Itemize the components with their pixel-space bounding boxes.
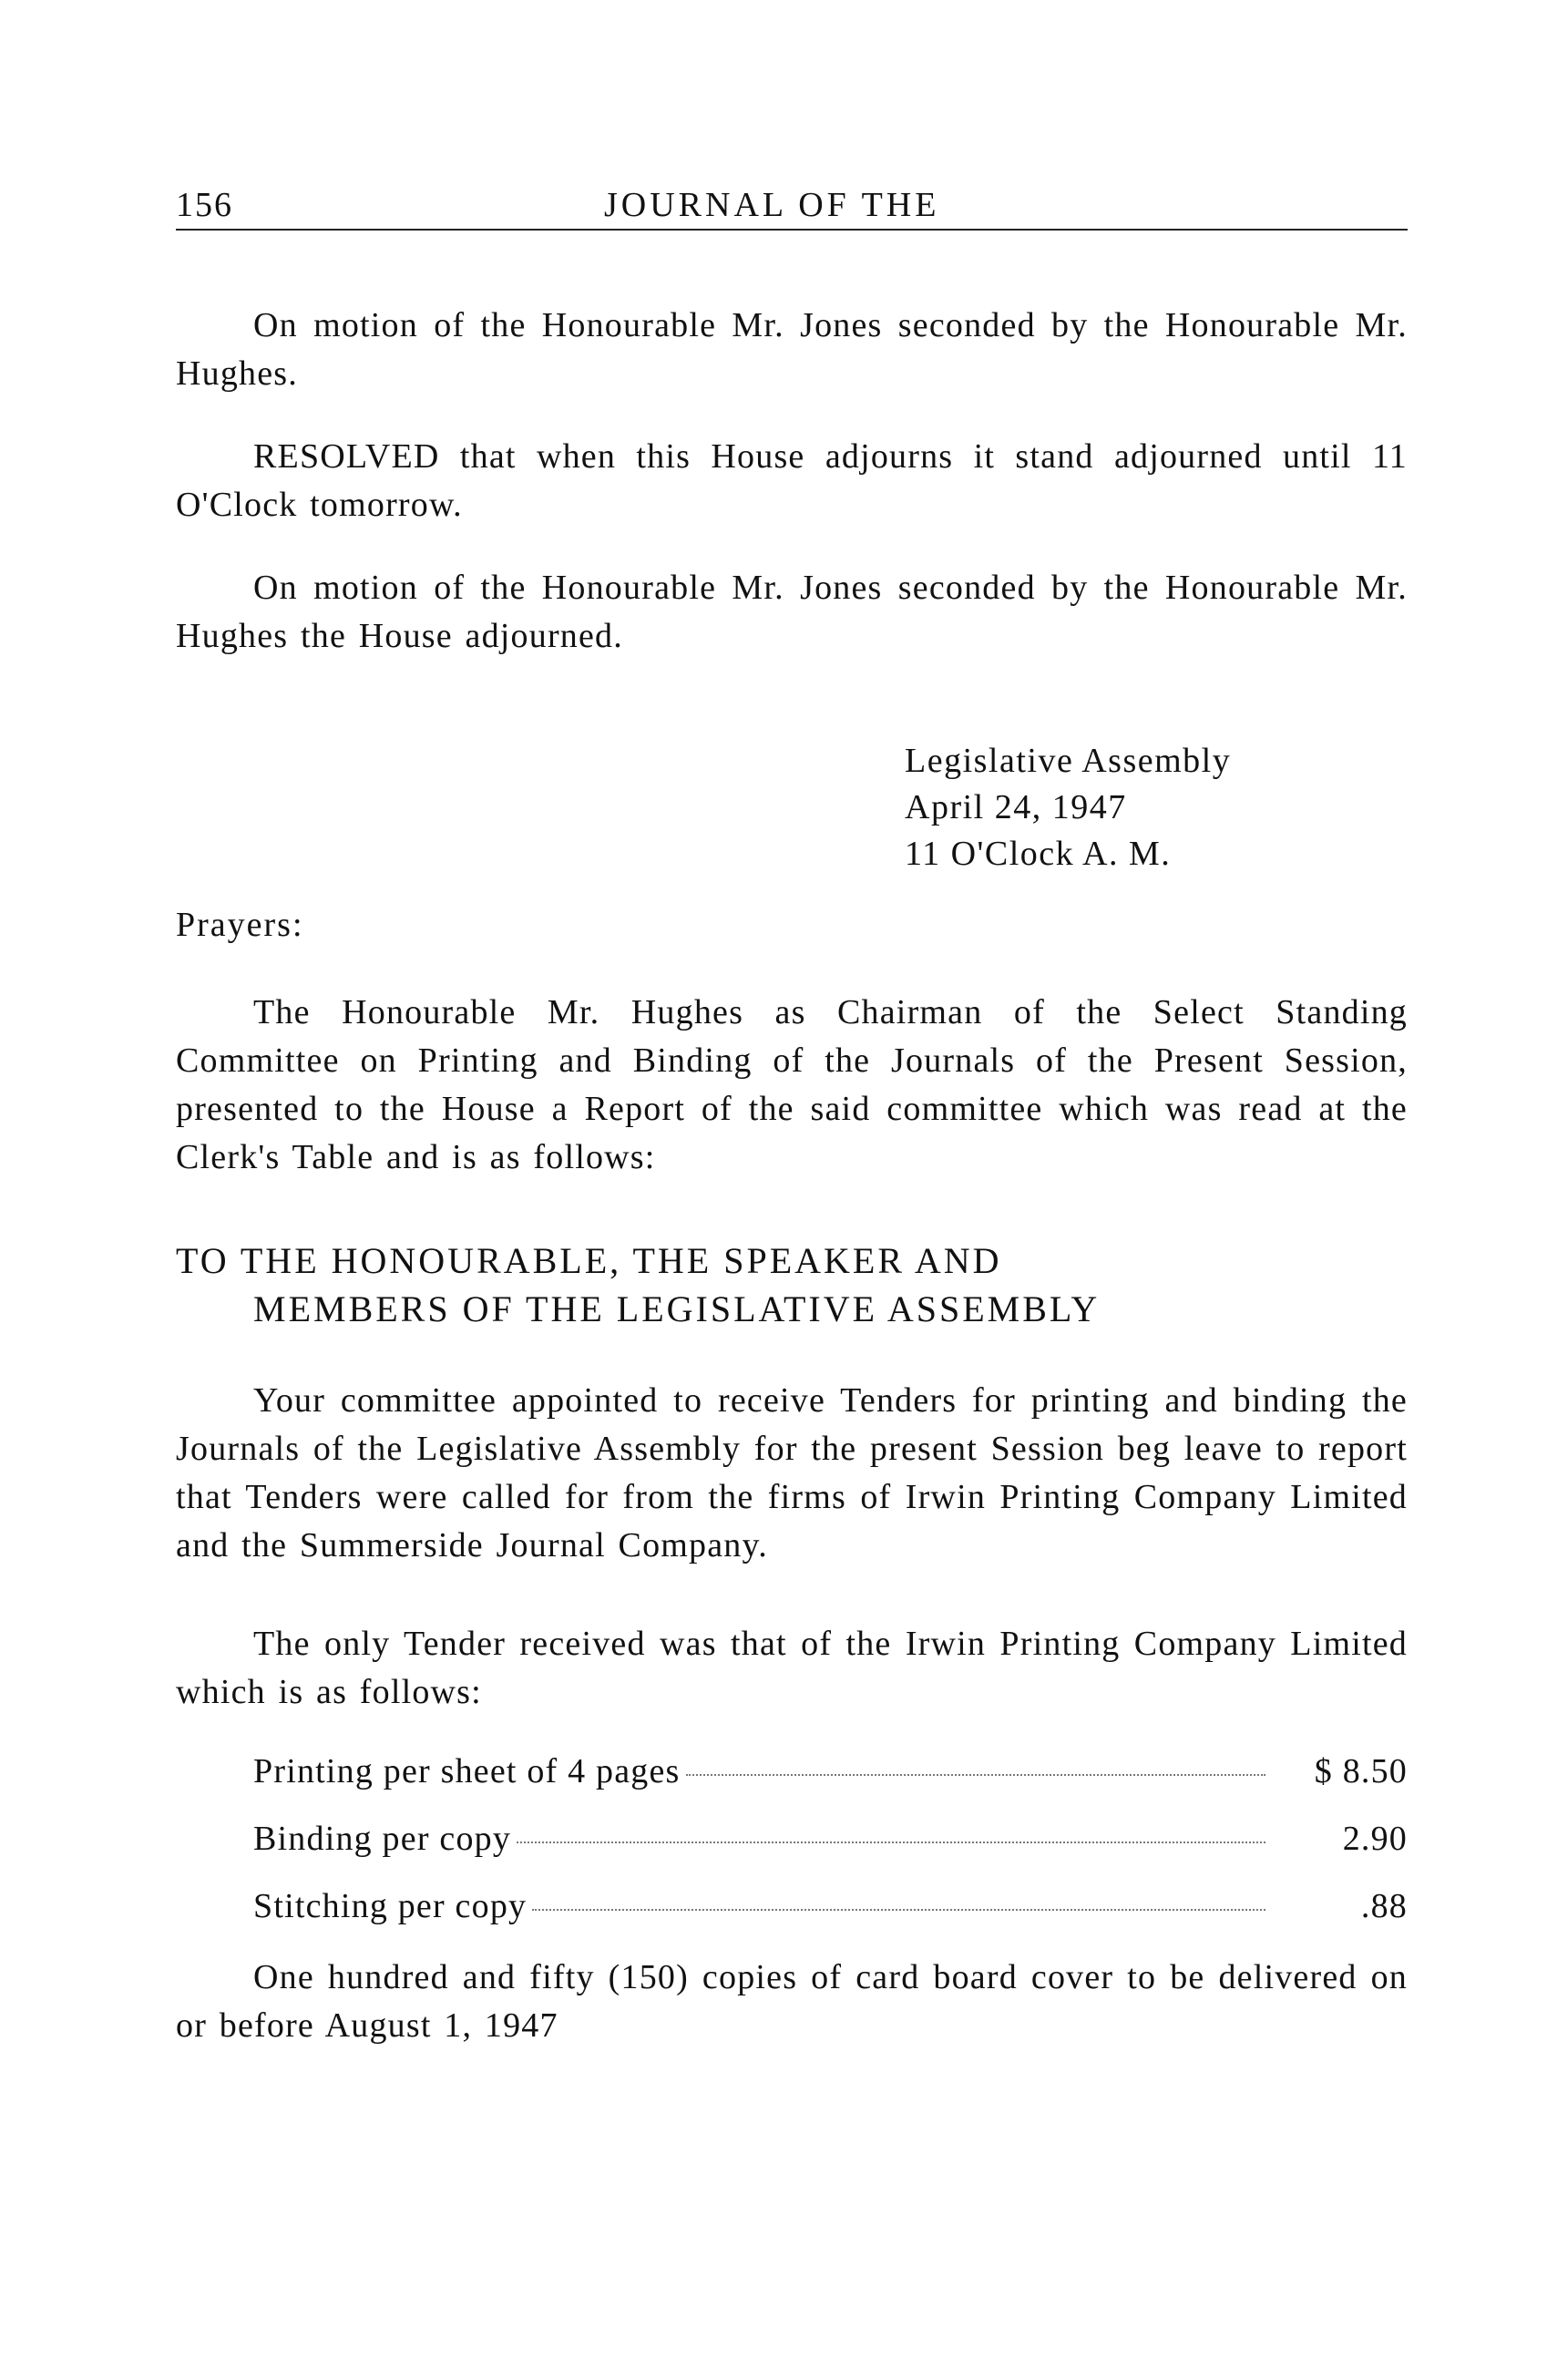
dateline <box>905 738 1408 877</box>
prayers-heading: Prayers: <box>176 906 304 944</box>
dot-leader <box>517 1841 1265 1843</box>
journal-title: JOURNAL OF THE <box>604 186 940 224</box>
motion-paragraph-2: On motion of the Honourable Mr. Jones seconded by the Honourable Mr. Hughes the House adjourned. <box>176 569 1408 655</box>
motion-paragraph-1: On motion of the Honourable Mr. Jones seconded by the Honourable Mr. Hughes. <box>176 306 1408 393</box>
copies-paragraph: One hundred and fifty (150) copies of card board cover to be delivered on or before August 1, 1947 <box>176 1958 1408 2045</box>
tender-price: $ 8.50 <box>1314 1752 1408 1790</box>
resolved-paragraph: RESOLVED that when this House adjourns it stand adjourned until 11 O'Clock tomorrow. <box>176 437 1408 524</box>
dot-leader <box>686 1774 1265 1776</box>
tender-price-list <box>253 1751 1408 1935</box>
tender-item: Printing per sheet of 4 pages <box>253 1752 681 1790</box>
address-heading <box>176 1236 1408 1333</box>
tender-price: 2.90 <box>1342 1820 1408 1858</box>
tender-item: Binding per copy <box>253 1820 512 1858</box>
address-line-2: MEMBERS OF THE LEGISLATIVE ASSEMBLY <box>253 1288 1101 1329</box>
address-line-1: TO THE HONOURABLE, THE SPEAKER AND <box>176 1240 1002 1281</box>
tender-row <box>253 1751 1408 1800</box>
page-number: 156 <box>176 186 233 224</box>
committee-paragraph: Your committee appointed to receive Tenders for printing and binding the Journals of the Legislative Assembly for the present Session beg leave to report that Tenders were called for from the firms of Irwin Printing Company Limited and the Summerside Journal Company. <box>176 1381 1408 1564</box>
dateline-time: 11 O'Clock A. M. <box>905 835 1172 873</box>
dot-leader <box>532 1909 1265 1911</box>
tender-price: .88 <box>1360 1887 1408 1925</box>
journal-page <box>176 178 1408 2050</box>
report-paragraph: The Honourable Mr. Hughes as Chairman of the Select Standing Committee on Printing and Binding of the Journals of the Present Session, presented to the House a Report of the said committee which was read at the Clerk's Table and is as follows: <box>176 993 1408 1176</box>
tender-row <box>253 1819 1408 1868</box>
running-header <box>176 178 1408 231</box>
tender-item: Stitching per copy <box>253 1887 528 1925</box>
dateline-place: Legislative Assembly <box>905 742 1232 780</box>
tender-row <box>253 1886 1408 1935</box>
dateline-date: April 24, 1947 <box>905 788 1127 826</box>
only-tender-paragraph: The only Tender received was that of the Irwin Printing Company Limited which is as follows: <box>176 1625 1408 1711</box>
